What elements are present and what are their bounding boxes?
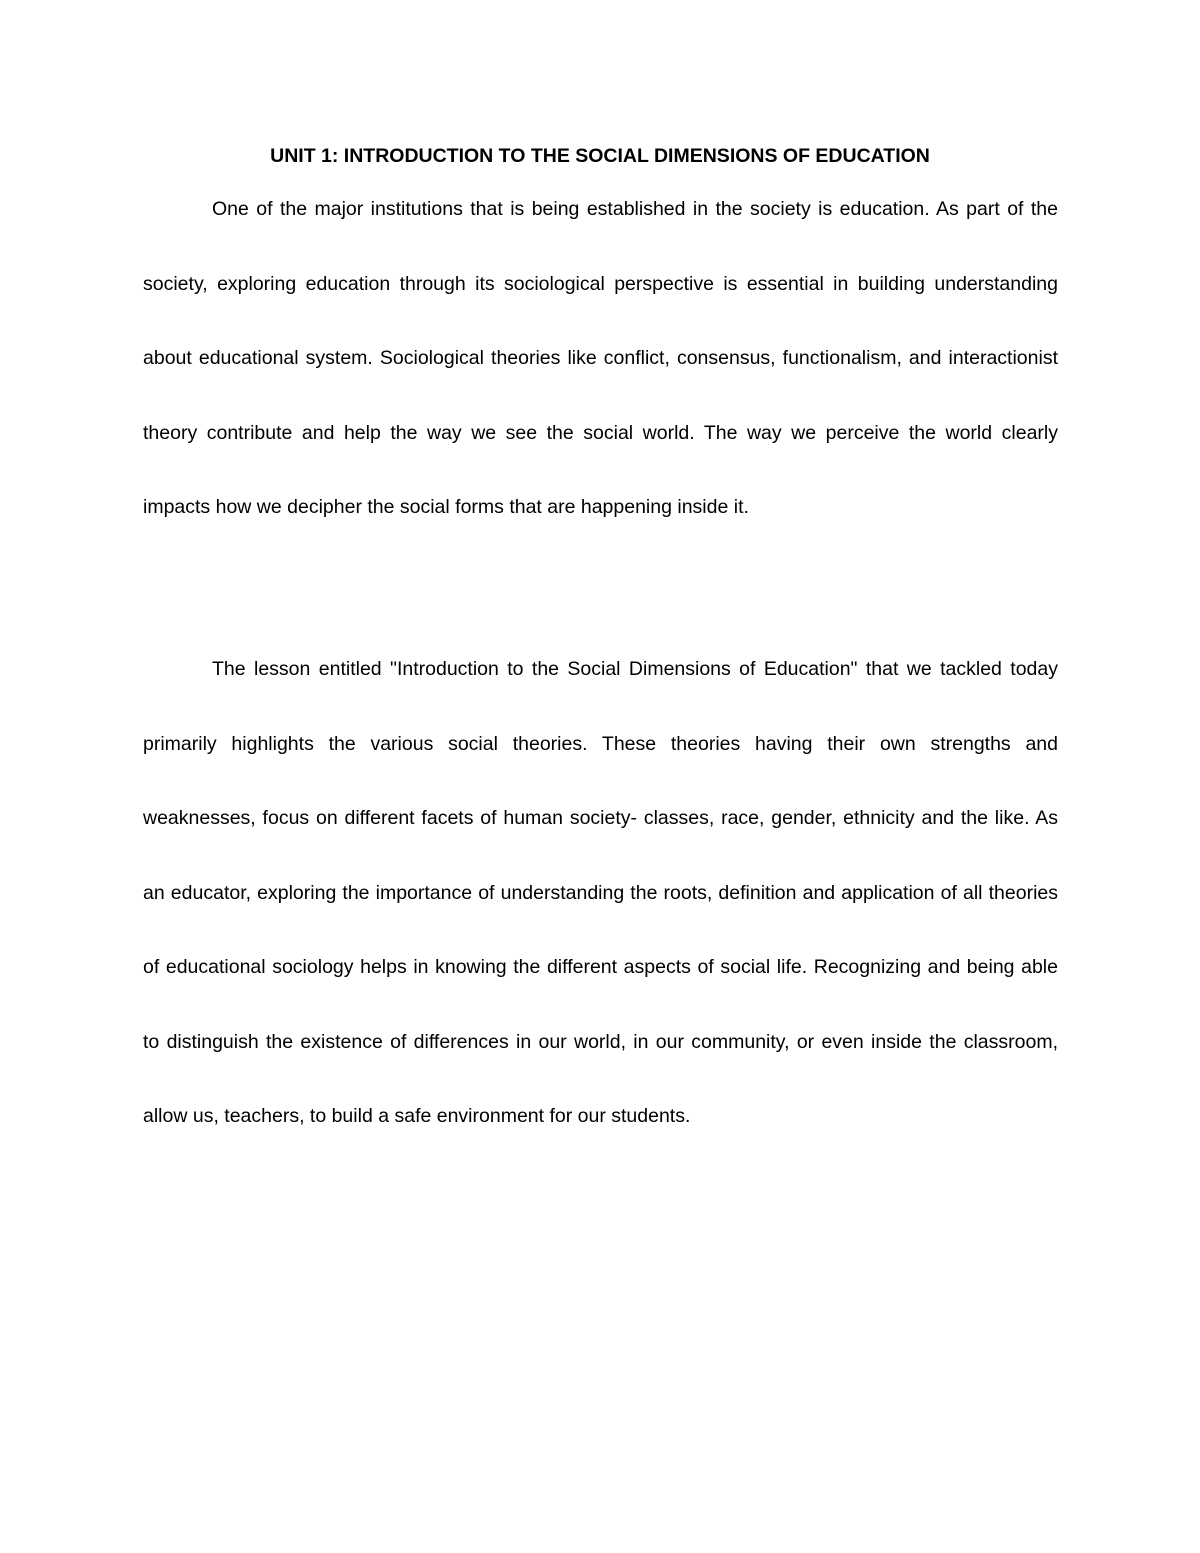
document-title: UNIT 1: INTRODUCTION TO THE SOCIAL DIMENSIONS OF EDUCATION	[270, 145, 930, 167]
paragraph-introduction: One of the major institutions that is being established in the society is education. As part of the society, exploring education through its sociological perspective is essential in building understanding about educational system. Sociological theories like conflict, consensus, functionalism, and interactionist theory contribute and help the way we see the social world. The way we perceive the world clearly impacts how we decipher the social forms that are happening inside it.	[143, 198, 1058, 518]
paragraph-lesson-reflection: The lesson entitled "Introduction to the Social Dimensions of Education" that we tackled today primarily highlights the various social theories. These theories having their own strengths and weaknesses, focus on different facets of human society- classes, race, gender, ethnicity and the like. As an educator, exploring the importance of understanding the roots, definition and application of all theories of educational sociology helps in knowing the different aspects of social life. Recognizing and being able to distinguish the existence of differences in our world, in our community, or even inside the classroom, allow us, teachers, to build a safe environment for our students.	[143, 658, 1058, 1127]
